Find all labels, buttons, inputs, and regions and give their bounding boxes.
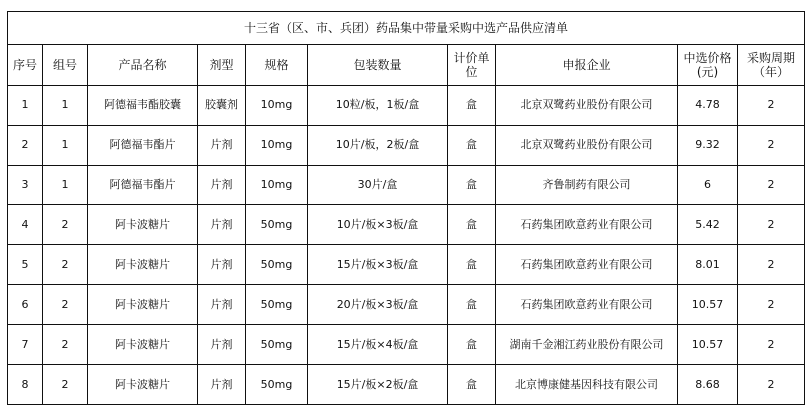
cell-seq: 2 — [8, 125, 43, 165]
cell-pricing-unit: 盒 — [448, 245, 496, 285]
cell-seq: 1 — [8, 85, 43, 125]
cell-product-name: 阿卡波糖片 — [88, 205, 198, 245]
cell-pack-quantity: 30片/盒 — [308, 165, 448, 205]
cell-pack-quantity: 15片/板×4板/盒 — [308, 325, 448, 365]
header-period: 采购周期（年） — [738, 44, 805, 85]
cell-seq: 6 — [8, 285, 43, 325]
cell-spec: 50mg — [246, 325, 308, 365]
header-row — [8, 44, 805, 85]
cell-period: 2 — [738, 165, 805, 205]
header-spec: 规格 — [246, 44, 308, 85]
cell-product-name: 阿卡波糖片 — [88, 285, 198, 325]
cell-company: 石药集团欧意药业有限公司 — [496, 205, 678, 245]
table-row — [8, 325, 805, 365]
cell-pack-quantity: 10片/板，2板/盒 — [308, 125, 448, 165]
cell-spec: 50mg — [246, 285, 308, 325]
cell-seq: 3 — [8, 165, 43, 205]
table-row — [8, 125, 805, 165]
cell-group: 2 — [43, 365, 88, 405]
cell-product-name: 阿德福韦酯片 — [88, 165, 198, 205]
cell-price: 8.01 — [678, 245, 738, 285]
header-pack: 包装数量 — [308, 44, 448, 85]
cell-dosage-form: 片剂 — [198, 165, 246, 205]
cell-pricing-unit: 盒 — [448, 325, 496, 365]
cell-price: 10.57 — [678, 325, 738, 365]
header-unit: 计价单位 — [448, 44, 496, 85]
cell-pricing-unit: 盒 — [448, 205, 496, 245]
title-row — [8, 12, 805, 45]
table-row — [8, 245, 805, 285]
cell-period: 2 — [738, 285, 805, 325]
table-row — [8, 165, 805, 205]
cell-seq: 5 — [8, 245, 43, 285]
cell-dosage-form: 片剂 — [198, 365, 246, 405]
cell-pack-quantity: 10粒/板，1板/盒 — [308, 85, 448, 125]
cell-price: 10.57 — [678, 285, 738, 325]
cell-spec: 10mg — [246, 125, 308, 165]
supply-list-table — [7, 11, 805, 405]
cell-seq: 8 — [8, 365, 43, 405]
cell-period: 2 — [738, 245, 805, 285]
cell-pricing-unit: 盒 — [448, 125, 496, 165]
cell-dosage-form: 片剂 — [198, 285, 246, 325]
header-form: 剂型 — [198, 44, 246, 85]
cell-pricing-unit: 盒 — [448, 285, 496, 325]
cell-period: 2 — [738, 365, 805, 405]
cell-product-name: 阿卡波糖片 — [88, 325, 198, 365]
cell-period: 2 — [738, 325, 805, 365]
cell-spec: 50mg — [246, 205, 308, 245]
header-company: 申报企业 — [496, 44, 678, 85]
cell-pack-quantity: 15片/板×3板/盒 — [308, 245, 448, 285]
cell-dosage-form: 片剂 — [198, 205, 246, 245]
cell-price: 8.68 — [678, 365, 738, 405]
cell-spec: 10mg — [246, 85, 308, 125]
table-row — [8, 365, 805, 405]
cell-company: 石药集团欧意药业有限公司 — [496, 245, 678, 285]
table-row — [8, 205, 805, 245]
cell-dosage-form: 片剂 — [198, 125, 246, 165]
cell-group: 1 — [43, 125, 88, 165]
cell-group: 2 — [43, 325, 88, 365]
cell-group: 2 — [43, 285, 88, 325]
cell-seq: 7 — [8, 325, 43, 365]
cell-company: 湖南千金湘江药业股份有限公司 — [496, 325, 678, 365]
cell-price: 9.32 — [678, 125, 738, 165]
cell-period: 2 — [738, 205, 805, 245]
cell-product-name: 阿德福韦酯片 — [88, 125, 198, 165]
cell-group: 2 — [43, 245, 88, 285]
cell-group: 1 — [43, 165, 88, 205]
cell-company: 齐鲁制药有限公司 — [496, 165, 678, 205]
table-row — [8, 85, 805, 125]
cell-seq: 4 — [8, 205, 43, 245]
cell-spec: 50mg — [246, 365, 308, 405]
cell-pricing-unit: 盒 — [448, 365, 496, 405]
header-group: 组号 — [43, 44, 88, 85]
cell-pack-quantity: 10片/板×3板/盒 — [308, 205, 448, 245]
cell-price: 5.42 — [678, 205, 738, 245]
cell-dosage-form: 胶囊剂 — [198, 85, 246, 125]
table-title: 十三省（区、市、兵团）药品集中带量采购中选产品供应清单 — [8, 12, 805, 45]
table-body — [8, 85, 805, 404]
cell-price: 6 — [678, 165, 738, 205]
cell-dosage-form: 片剂 — [198, 245, 246, 285]
cell-group: 1 — [43, 85, 88, 125]
cell-company: 北京双鹭药业股份有限公司 — [496, 85, 678, 125]
cell-spec: 50mg — [246, 245, 308, 285]
cell-period: 2 — [738, 125, 805, 165]
cell-group: 2 — [43, 205, 88, 245]
cell-company: 石药集团欧意药业有限公司 — [496, 285, 678, 325]
cell-company: 北京双鹭药业股份有限公司 — [496, 125, 678, 165]
cell-company: 北京博康健基因科技有限公司 — [496, 365, 678, 405]
cell-dosage-form: 片剂 — [198, 325, 246, 365]
header-product: 产品名称 — [88, 44, 198, 85]
cell-product-name: 阿卡波糖片 — [88, 365, 198, 405]
cell-price: 4.78 — [678, 85, 738, 125]
cell-pack-quantity: 15片/板×2板/盒 — [308, 365, 448, 405]
cell-product-name: 阿德福韦酯胶囊 — [88, 85, 198, 125]
header-price: 中选价格(元) — [678, 44, 738, 85]
table-row — [8, 285, 805, 325]
cell-period: 2 — [738, 85, 805, 125]
cell-pricing-unit: 盒 — [448, 165, 496, 205]
cell-product-name: 阿卡波糖片 — [88, 245, 198, 285]
cell-pricing-unit: 盒 — [448, 85, 496, 125]
header-seq: 序号 — [8, 44, 43, 85]
cell-spec: 10mg — [246, 165, 308, 205]
cell-pack-quantity: 20片/板×3板/盒 — [308, 285, 448, 325]
